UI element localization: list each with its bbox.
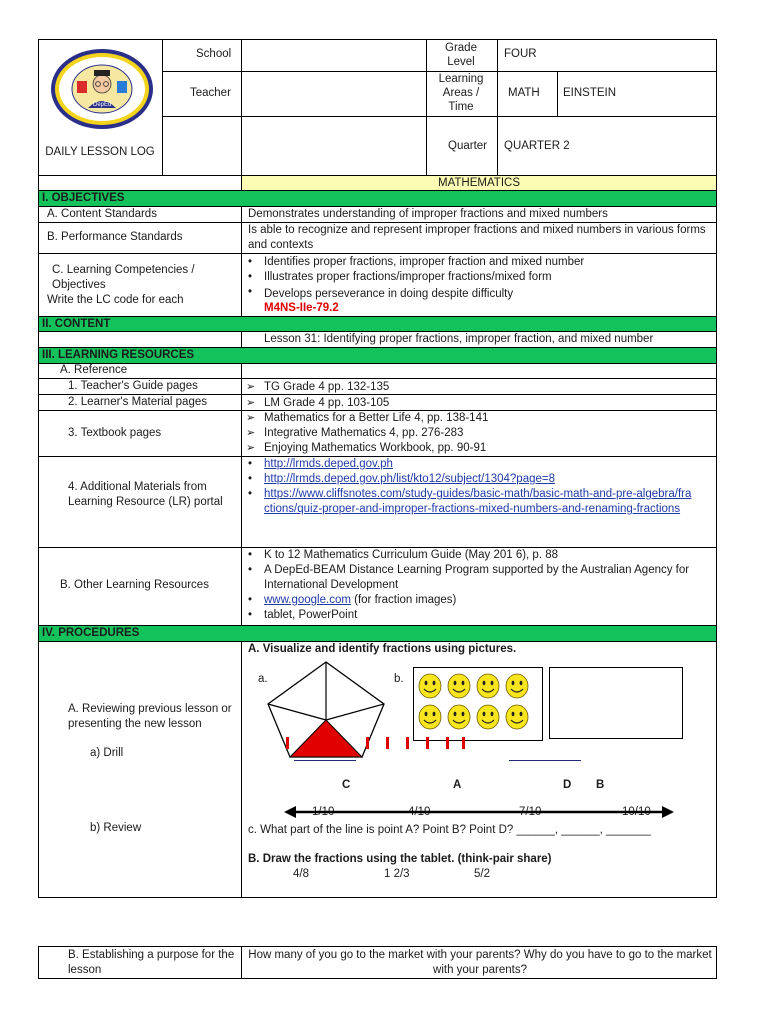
lrmds-link[interactable]: http://lrmds.deped.gov.ph xyxy=(264,458,393,470)
time-value: EINSTEIN xyxy=(563,87,617,99)
tick-label-4: 4/10 xyxy=(408,806,431,818)
smiley-icon xyxy=(419,705,441,729)
procedures-band xyxy=(39,626,716,641)
list-item: • Identifies proper fractions, improper fraction and mixed number xyxy=(242,255,712,270)
lr-links xyxy=(242,457,692,517)
smiley-grid xyxy=(418,673,540,735)
list-item: ➢ Integrative Mathematics 4, pp. 276-283 xyxy=(242,426,488,441)
tick-label-10: 10/10 xyxy=(622,806,651,818)
item-a-label: a. xyxy=(258,673,268,685)
item-b-label: b. xyxy=(394,673,404,685)
list-item: • tablet, PowerPoint xyxy=(242,608,692,623)
draw-fractions-heading: B. Draw the fractions using the tablet. (think-pair share) xyxy=(248,853,552,865)
smiley-icon xyxy=(477,705,499,729)
school-label: School xyxy=(196,48,232,60)
smiley-icon xyxy=(448,674,470,698)
list-item: ➢ Mathematics for a Better Life 4, pp. 138-141 xyxy=(242,411,488,426)
number-line-question: c. What part of the line is point A? Point B? Point D? ______, ______, _______ xyxy=(248,824,651,836)
other-resources-list xyxy=(242,548,692,623)
list-item: ➢ TG Grade 4 pp. 132-135 xyxy=(242,380,389,395)
procedures-heading: IV. PROCEDURES xyxy=(42,627,140,639)
purpose-label: B. Establishing a purpose for the lesson xyxy=(68,949,235,976)
objectives-band xyxy=(39,191,716,206)
page-title: DAILY LESSON LOG xyxy=(45,146,155,158)
content-heading: II. CONTENT xyxy=(42,318,111,330)
smiley-icon xyxy=(506,674,528,698)
logo-text: DepEd xyxy=(93,102,112,108)
fraction-1-2-3: 1 2/3 xyxy=(384,868,410,880)
performance-standards-text: Is able to recognize and represent improper fractions and mixed numbers in various forms and contexts xyxy=(248,224,706,251)
fraction-5-2: 5/2 xyxy=(474,868,490,880)
learning-area-value: MATH xyxy=(508,87,540,99)
reference-label: A. Reference xyxy=(60,364,128,376)
cliffsnotes-link[interactable]: https://www.cliffsnotes.com/study-guides/basic-math/basic-math-and-pre-algebra/fractions/quiz-proper-and-improper-fractions-mixed-numbers-and-renaming-fractions xyxy=(264,488,692,515)
list-item: ➢ Enjoying Mathematics Workbook, pp. 90-91 xyxy=(242,441,488,456)
answer-blank-a[interactable] xyxy=(294,760,356,761)
lc-code: M4NS-IIe-79.2 xyxy=(264,302,339,314)
point-c-label: C xyxy=(342,779,351,791)
fraction-4-8: 4/8 xyxy=(293,868,309,880)
objectives-heading: I. OBJECTIVES xyxy=(42,192,125,204)
review-label: A. Reviewing previous lesson or presenting the new lesson xyxy=(68,703,232,730)
list-item: • A DepEd-BEAM Distance Learning Program supported by the Australian Agency for International Development xyxy=(242,563,692,593)
other-resources-label: B. Other Learning Resources xyxy=(60,579,209,591)
learning-areas-label: Learning Areas / Time xyxy=(438,73,484,113)
grade-level-label: Grade Level xyxy=(445,42,477,68)
tg-list xyxy=(242,380,389,395)
empty-answer-box xyxy=(549,667,683,739)
textbook-label: 3. Textbook pages xyxy=(68,427,162,439)
tick-label-7: 7/10 xyxy=(519,806,542,818)
point-a-label: A xyxy=(453,779,462,791)
school-seal-logo xyxy=(50,48,154,130)
content-band xyxy=(39,317,716,331)
point-b-label: B xyxy=(596,779,605,791)
competencies-list xyxy=(242,255,712,302)
teacher-label: Teacher xyxy=(190,87,231,99)
content-standards-label: A. Content Standards xyxy=(47,208,157,220)
smiley-icon xyxy=(448,705,470,729)
purpose-text: How many of you go to the market with your parents? Why do you have to go to the market with your parents? xyxy=(248,949,712,976)
smiley-icon xyxy=(477,674,499,698)
content-standards-text: Demonstrates understanding of improper fractions and mixed numbers xyxy=(248,208,608,220)
lesson-title: Lesson 31: Identifying proper fractions, improper fraction, and mixed number xyxy=(264,333,654,345)
review-sub-label: b) Review xyxy=(90,822,142,834)
quarter-label: Quarter xyxy=(448,140,487,152)
list-item: • Develops perseverance in doing despite difficulty xyxy=(242,285,712,302)
quarter-value: QUARTER 2 xyxy=(504,140,570,152)
point-d-label: D xyxy=(563,779,572,791)
resources-heading: III. LEARNING RESOURCES xyxy=(42,349,195,361)
drill-label: a) Drill xyxy=(90,747,124,759)
grade-level-value: FOUR xyxy=(504,48,537,60)
smiley-icon xyxy=(419,674,441,698)
list-item: ➢ LM Grade 4 pp. 103-105 xyxy=(242,396,389,411)
performance-standards-label: B. Performance Standards xyxy=(47,231,183,243)
number-line xyxy=(284,804,674,820)
competencies-label: C. Learning Competencies / Objectives Write the LC code for each xyxy=(47,263,227,308)
lrmds-list-link[interactable]: http://lrmds.deped.gov.ph/list/kto12/subject/1304?page=8 xyxy=(264,473,555,485)
answer-blank-b[interactable] xyxy=(509,760,581,761)
list-item: • www.google.com (for fraction images) xyxy=(242,593,692,608)
list-item: • Illustrates proper fractions/improper fractions/mixed form xyxy=(242,270,712,285)
smiley-icon xyxy=(506,705,528,729)
visualize-heading: A. Visualize and identify fractions using pictures. xyxy=(248,643,517,655)
textbook-list xyxy=(242,411,488,456)
lm-label: 2. Learner's Material pages xyxy=(68,396,207,408)
list-item: • K to 12 Mathematics Curriculum Guide (May 201 6), p. 88 xyxy=(242,548,692,563)
subject-title: MATHEMATICS xyxy=(438,177,520,189)
lm-list xyxy=(242,396,389,411)
tick-label-1: 1/10 xyxy=(312,806,335,818)
red-tick-marks xyxy=(280,735,470,751)
additional-materials-label: 4. Additional Materials from Learning Resource (LR) portal xyxy=(68,481,223,508)
tg-label: 1. Teacher's Guide pages xyxy=(68,380,198,392)
google-link[interactable]: www.google.com xyxy=(264,594,351,606)
competencies-sub: Write the LC code for each xyxy=(47,294,184,306)
